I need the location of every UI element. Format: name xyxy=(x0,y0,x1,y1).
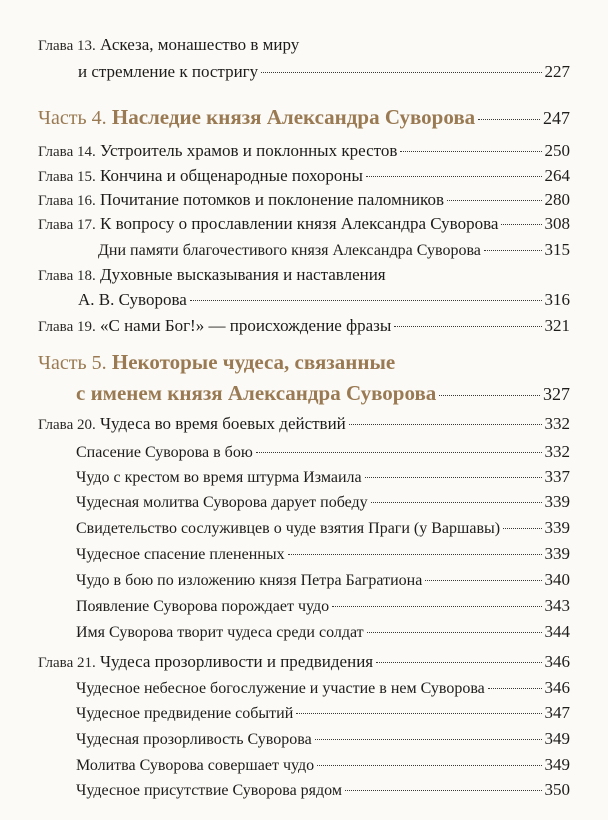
entry-title: Чудесная молитва Суворова дарует победу xyxy=(76,494,368,511)
chapter-number: Глава 14. xyxy=(38,144,96,160)
dot-leader xyxy=(478,119,540,120)
chapter-number: Глава 21. xyxy=(38,655,96,671)
page-number: 337 xyxy=(544,467,570,486)
dot-leader xyxy=(394,326,541,327)
chapter-number: Глава 20. xyxy=(38,417,96,433)
dot-leader xyxy=(256,452,542,453)
toc-chapter-entry xyxy=(38,214,570,235)
dot-leader xyxy=(332,606,541,607)
toc-chapter-entry xyxy=(38,35,570,56)
page-number: 347 xyxy=(544,703,570,722)
entry-title: Наследие князя Александра Суворова xyxy=(111,105,476,129)
toc-subentry xyxy=(76,622,570,643)
dot-leader xyxy=(439,395,540,396)
entry-title: Чудесное небесное богослужение и участие в нем Суворова xyxy=(76,680,485,697)
page-number: 321 xyxy=(544,316,570,335)
toc-subentry xyxy=(76,442,570,463)
chapter-number: Глава 17. xyxy=(38,217,96,233)
entry-title: Чудесная прозорливость Суворова xyxy=(76,731,312,748)
toc-chapter-entry xyxy=(38,316,570,337)
entry-title: Спасение Суворова в бою xyxy=(76,444,253,461)
dot-leader xyxy=(261,72,541,73)
toc-chapter-entry xyxy=(78,290,570,310)
dot-leader xyxy=(488,688,542,689)
dot-leader xyxy=(365,477,542,478)
dot-leader xyxy=(484,250,542,251)
dot-leader xyxy=(296,713,541,714)
toc-chapter-entry xyxy=(38,414,570,435)
entry-title: К вопросу о прославлении князя Александра Суворова xyxy=(99,214,499,233)
page-number: 339 xyxy=(544,492,570,511)
entry-title: Устроитель храмов и поклонных крестов xyxy=(99,141,398,160)
page-number: 346 xyxy=(544,678,570,697)
page-number: 332 xyxy=(544,442,570,461)
page-number: 247 xyxy=(543,108,570,128)
toc-subentry xyxy=(76,678,570,699)
dot-leader xyxy=(503,528,541,529)
page-number: 349 xyxy=(544,755,570,774)
entry-title: Чудесное присутствие Суворова рядом xyxy=(76,782,342,799)
page-number: 343 xyxy=(544,596,570,615)
page-number: 264 xyxy=(544,166,570,185)
page-number: 339 xyxy=(544,544,570,563)
toc-subentry xyxy=(76,467,570,488)
toc-chapter-entry xyxy=(78,62,570,82)
entry-title: А. В. Суворова xyxy=(78,290,187,309)
toc-part-entry xyxy=(38,350,570,375)
dot-leader xyxy=(315,739,542,740)
page-number: 280 xyxy=(544,190,570,209)
page-number: 315 xyxy=(544,240,570,259)
chapter-number: Глава 13. xyxy=(38,38,96,54)
entry-title: Молитва Суворова совершает чудо xyxy=(76,757,315,774)
entry-title: Аскеза, монашество в миру xyxy=(99,35,300,54)
toc-chapter-entry xyxy=(38,166,570,187)
entry-title: Появление Суворова порождает чудо xyxy=(76,598,330,615)
page-number: 344 xyxy=(544,622,570,641)
entry-title: Чудо в бою по изложению князя Петра Багратиона xyxy=(76,572,423,589)
toc-subentry xyxy=(76,492,570,513)
dot-leader xyxy=(400,151,541,152)
dot-leader xyxy=(501,224,541,225)
chapter-number: Глава 16. xyxy=(38,193,96,209)
toc-part-entry xyxy=(38,105,570,130)
dot-leader xyxy=(371,502,542,503)
dot-leader xyxy=(288,554,542,555)
page-number: 349 xyxy=(544,729,570,748)
page-number: 332 xyxy=(544,414,570,433)
toc-subentry xyxy=(76,570,570,591)
toc-chapter-entry xyxy=(38,265,570,286)
entry-title: Чудо с крестом во время штурма Измаила xyxy=(76,469,362,486)
part-number: Часть 4. xyxy=(38,107,107,129)
dot-leader xyxy=(447,200,542,201)
toc-chapter-entry xyxy=(38,141,570,162)
toc-subentry xyxy=(76,780,570,801)
dot-leader xyxy=(349,424,542,425)
entry-title: Кончина и общенародные похороны xyxy=(99,166,363,185)
page-number: 327 xyxy=(543,384,570,404)
toc-part-entry xyxy=(76,381,570,406)
entry-title: Дни памяти благочестивого князя Александра Суворова xyxy=(98,242,481,259)
entry-title: Чудесное спасение плененных xyxy=(76,546,285,563)
toc-subentry xyxy=(76,518,570,539)
toc-chapter-entry xyxy=(38,190,570,211)
toc-subentry xyxy=(76,729,570,750)
entry-title: Имя Суворова творит чудеса среди солдат xyxy=(76,624,364,641)
page-number: 340 xyxy=(544,570,570,589)
entry-title: Чудеса во время боевых действий xyxy=(99,414,346,433)
chapter-number: Глава 15. xyxy=(38,169,96,185)
page-number: 308 xyxy=(544,214,570,233)
entry-title: Чудесное предвидение событий xyxy=(76,705,294,722)
toc-subentry xyxy=(76,596,570,617)
dot-leader xyxy=(425,580,541,581)
page-number: 350 xyxy=(544,780,570,799)
entry-title: с именем князя Александра Суворова xyxy=(76,381,437,405)
chapter-number: Глава 18. xyxy=(38,268,96,284)
toc-chapter-entry xyxy=(38,652,570,673)
toc-subentry xyxy=(76,703,570,724)
dot-leader xyxy=(317,765,541,766)
entry-title: Чудеса прозорливости и предвидения xyxy=(99,652,374,671)
dot-leader xyxy=(367,632,542,633)
entry-title: Духовные высказывания и наставления xyxy=(99,265,386,284)
dot-leader xyxy=(190,300,542,301)
page-number: 339 xyxy=(544,518,570,537)
entry-title: «С нами Бог!» — происхождение фразы xyxy=(99,316,392,335)
page-number: 250 xyxy=(544,141,570,160)
page-number: 346 xyxy=(544,652,570,671)
entry-title: Некоторые чудеса, связанные xyxy=(111,350,396,374)
entry-title: Свидетельство сослуживцев о чуде взятия Праги (у Варшавы) xyxy=(76,520,501,537)
chapter-number: Глава 19. xyxy=(38,319,96,335)
part-number: Часть 5. xyxy=(38,352,107,374)
dot-leader xyxy=(366,176,542,177)
entry-title: и стремление к постригу xyxy=(78,62,259,81)
dot-leader xyxy=(345,790,542,791)
toc-subentry xyxy=(76,544,570,565)
page-number: 227 xyxy=(544,62,570,81)
entry-title: Почитание потомков и поклонение паломников xyxy=(99,190,444,209)
dot-leader xyxy=(376,662,541,663)
toc-subentry xyxy=(98,240,570,261)
page-number: 316 xyxy=(544,290,570,309)
toc-subentry xyxy=(76,755,570,776)
